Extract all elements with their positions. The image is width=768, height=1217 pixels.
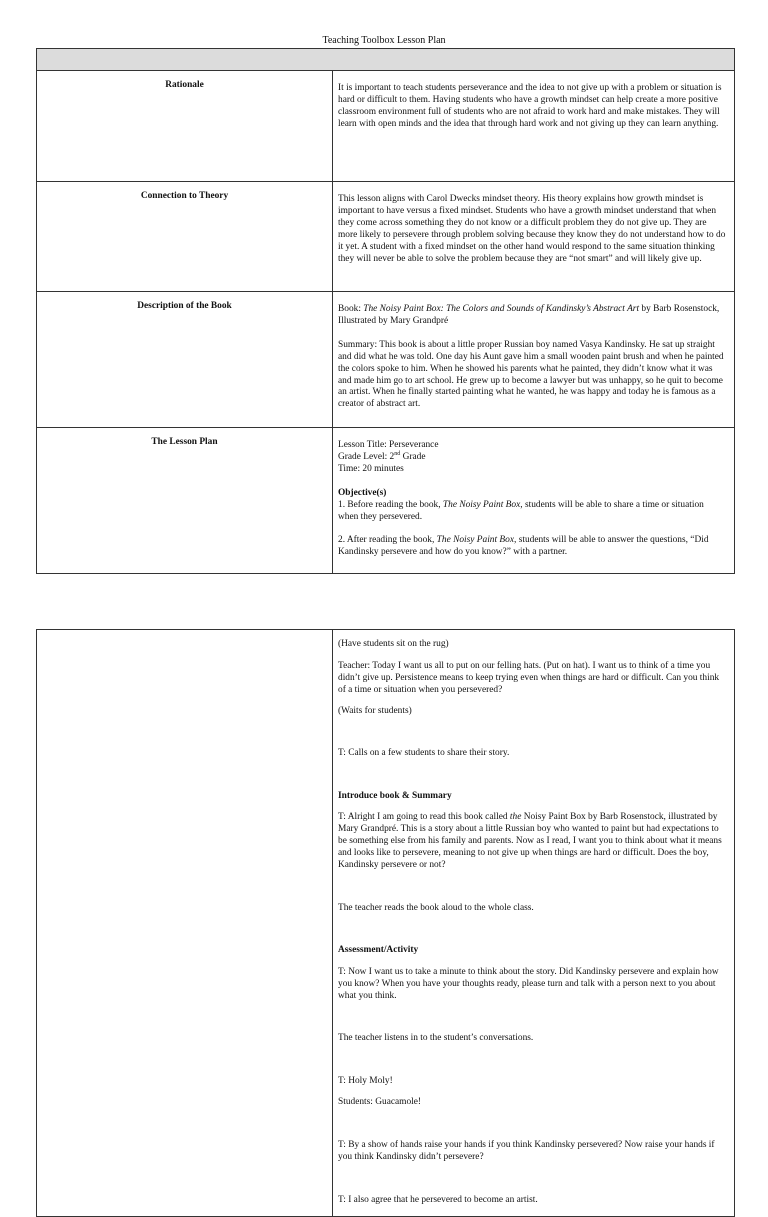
introduce-prefix: T: Alright I am going to read this book called [338,812,510,823]
rationale-row [37,71,735,182]
lesson-procedure-table [36,629,735,1217]
book-prefix: Book: [338,304,364,314]
objective-1-suffix: , students will be able to share a time or situation when they persevered. [338,499,704,522]
calls-on-students: T: Calls on a few students to share their story. [338,748,510,759]
book-cell [333,292,735,428]
show-of-hands: T: By a show of hands raise your hands if you think Kandinsky persevered? Now raise your hands if you think Kandinsky didn’t persevere? [338,1139,715,1162]
lesson-row [37,428,735,574]
table-header-bar [37,49,735,71]
teacher-agrees: T: I also agree that he persevered to become an artist. [338,1194,538,1205]
rationale-label: Rationale [37,71,333,182]
lesson-label: The Lesson Plan [37,428,333,574]
grade-prefix: Grade Level: 2 [338,451,395,462]
book-summary: Summary: This book is about a little proper Russian boy named Vasya Kandinsky. He sat up straight and did what he was told. One day his Aunt gave him a small wooden paint brush and when he painted the colors spoke to him. When he showed his parents what he painted, they didn’t know what it was and made him go to art school. He grew up to become a lawyer but was unhappy, so he quit to become an artist. When he finally started painting what he wanted, he was happy and today he is famous as a creator of abstract art. [338,339,724,410]
book-line [338,304,726,328]
grade-sup: nd [394,450,401,457]
lesson-plan-table [36,48,735,574]
assessment-heading: Assessment/Activity [338,945,419,956]
objective-2-suffix: , students will be able to answer the questions, “Did Kandinsky persevere and how do you know?” with a partner. [338,535,709,558]
guacamole: Students: Guacamole! [338,1097,422,1108]
introduce-heading: Introduce book & Summary [338,791,452,802]
theory-row [37,182,735,292]
rationale-text: It is important to teach students perseverance and the idea to not give up with a problem or situation is hard or difficult to them. Having students who have a growth mindset can help create a more positive classroom environment full of students who are not afraid to work hard and make mistakes. They will learn with open minds and the idea that through hard work and not giving up they can learn anything. [338,83,722,129]
objective-1-book: The Noisy Paint Box [442,499,521,510]
book-title: The Noisy Paint Box: The Colors and Sounds of Kandinsky’s Abstract Art [363,304,640,314]
introduce-suffix: Noisy Paint Box by Barb Rosenstock, illustrated by Mary Grandpré. This is a story about a little Russian boy who wanted to paint but had expectations to be something else from his family and parents. Now as I read, I want you to think about what it means and looks like to persevere, meaning to not give up when things are hard or difficult. Does the boy, Kandinsky persevere or not? [338,812,722,871]
teacher-listens: The teacher listens in to the student’s conversations. [338,1033,534,1044]
table-header-row [37,49,735,71]
document-title: Teaching Toolbox Lesson Plan [322,35,446,46]
grade-level-line [338,452,726,464]
book-row [37,292,735,428]
sit-on-rug: (Have students sit on the rug) [338,639,449,650]
rationale-cell [333,71,735,182]
time-line: Time: 20 minutes [338,463,404,474]
book-label: Description of the Book [37,292,333,428]
assessment-text: T: Now I want us to take a minute to think about the story. Did Kandinsky persevere and explain how you know? When you have your thoughts ready, please turn and talk with a person next to you about what you think. [338,966,719,1001]
theory-cell [333,182,735,292]
objectives-heading: Objective(s) [338,487,387,498]
objective-2-prefix: 2. After reading the book, [338,535,437,546]
procedure-cell [333,630,735,1217]
theory-text: This lesson aligns with Carol Dwecks mindset theory. His theory explains how growth mindset is important to have versus a fixed mindset. Students who have a growth mindset understand that when they come across something they do not know or a difficult problem they do not give up. They are more likely to persevere through problem solving because they know they do not understand how to do it yet. A student with a fixed mindset on the other hand would respond to the same situation thinking they will never be able to solve the problem because they are “not smart” and will likely give up. [338,194,726,264]
reads-aloud: The teacher reads the book aloud to the whole class. [338,902,534,913]
objective-2-book: The Noisy Paint Box [436,535,515,546]
procedure-label-cell [37,630,333,1217]
procedure-row [37,630,735,1217]
lesson-cell [333,428,735,574]
grade-suffix: Grade [400,451,426,462]
objective-1-prefix: 1. Before reading the book, [338,499,443,510]
objective-2 [338,535,726,559]
theory-label: Connection to Theory [37,182,333,292]
introduce-text [338,812,726,872]
holy-moly: T: Holy Moly! [338,1075,393,1086]
lesson-title-line: Lesson Title: Perseverance [338,440,439,450]
introduce-the: the [509,812,522,823]
objective-1 [338,500,726,524]
book-suffix: by Barb Rosenstock, Illustrated by Mary Grandpré [338,304,720,326]
waits-for-students: (Waits for students) [338,705,412,716]
teacher-intro: Teacher: Today I want us all to put on our felling hats. (Put on hat). I want us to think of a time you didn’t give up. Persistence means to keep trying even when things are hard or difficult. Can you think of a time or situation when you persevered? [338,660,720,695]
